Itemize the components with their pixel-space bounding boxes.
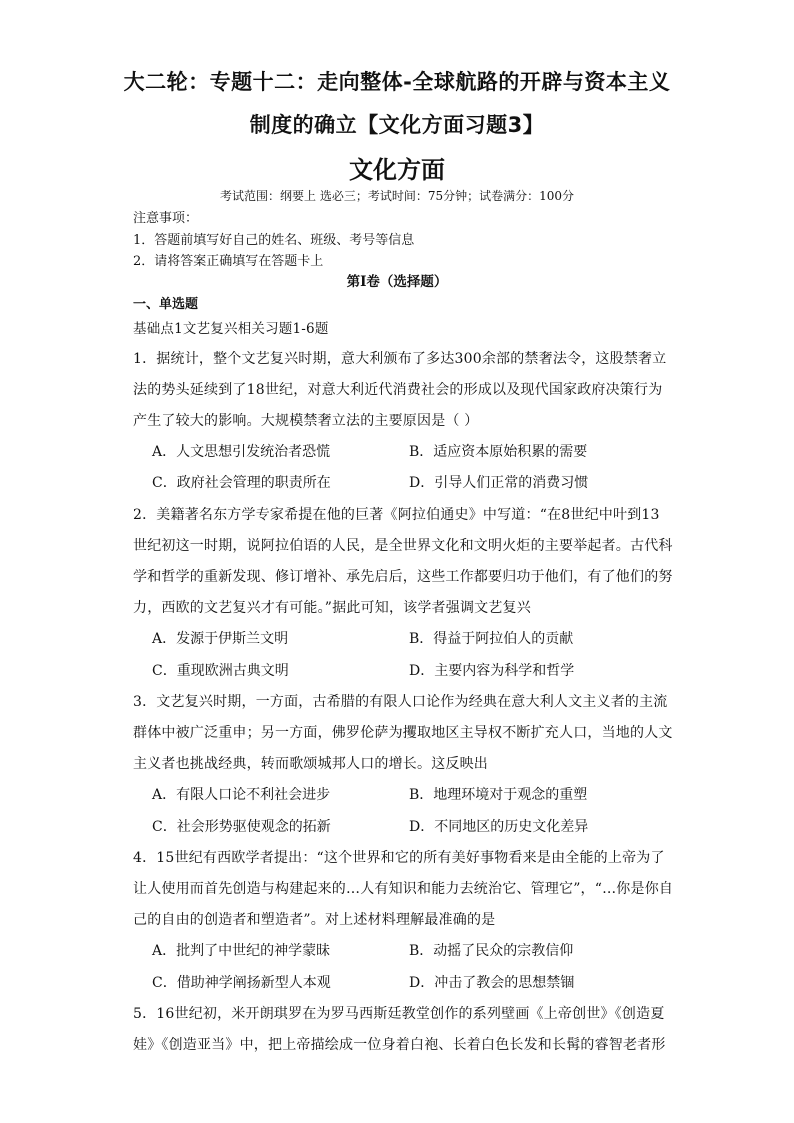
question-2-line: 力，西欧的文艺复兴才有可能。”据此可知，该学者强调文艺复兴 (133, 600, 531, 616)
question-2-option-b: B．得益于阿拉伯人的贡献 (409, 631, 574, 647)
question-1-option-d: D．引导人们正常的消费习惯 (409, 475, 589, 491)
question-2-line: 学和哲学的重新发现、修订增补、承先启后，这些工作都要归功于他们，有了他们的努 (133, 569, 673, 585)
question-2-line: 世纪初这一时期，说阿拉伯语的人民，是全世界文化和文明火炬的主要举起者。古代科 (133, 538, 673, 554)
question-4-line: 己的自由的创造者和塑造者”。对上述材料理解最准确的是 (133, 912, 496, 928)
document-title-line-2: 制度的确立【文化方面习题3】 (249, 113, 545, 137)
question-1-option-a: A．人文思想引发统治者恐慌 (152, 444, 331, 460)
notice-label: 注意事项： (133, 211, 199, 226)
question-3-option-b: B．地理环境对于观念的重塑 (409, 787, 588, 803)
exam-info: 考试范围：纲要上 选必三；考试时间：75分钟；试卷满分：100分 (220, 189, 574, 203)
document-title-line-1: 大二轮：专题十二：走向整体-全球航路的开辟与资本主义 (123, 70, 671, 94)
question-1-line: 1．据统计，整个文艺复兴时期，意大利颁布了多达300余部的禁奢法令，这股禁奢立 (133, 351, 667, 367)
question-2-option-a: A．发源于伊斯兰文明 (152, 631, 289, 647)
question-2-option-c: C．重现欧洲古典文明 (152, 663, 289, 679)
question-4-option-c: C．借助神学阐扬新型人本观 (152, 975, 331, 991)
question-1-line: 法的势头延续到了18世纪，对意大利近代消费社会的形成以及现代国家政府决策行为 (133, 382, 663, 398)
notice-item: 1．答题前填写好自己的姓名、班级、考号等信息 (133, 233, 415, 248)
part-heading: 一、单选题 (133, 297, 199, 312)
question-3-line: 3．文艺复兴时期，一方面，古希腊的有限人口论作为经典在意大利人文主义者的主流 (133, 694, 668, 710)
notice-item: 2．请将答案正确填写在答题卡上 (133, 254, 324, 269)
question-3-option-d: D．不同地区的历史文化差异 (409, 819, 589, 835)
question-5-line: 娃》《创造亚当》中，把上帝描绘成一位身着白袍、长着白色长发和长髯的睿智老者形 (133, 1037, 666, 1053)
question-4-line: 让人使用而首先创造与构建起来的…人有知识和能力去统治它、管理它”，“…你是你自 (133, 881, 674, 897)
question-1-line: 产生了较大的影响。大规模禁奢立法的主要原因是（ ） (133, 413, 479, 429)
question-2-line: 2．美籍著名东方学专家希提在他的巨著《阿拉伯通史》中写道：“在8世纪中叶到13 (133, 507, 660, 523)
question-3-option-a: A．有限人口论不利社会进步 (152, 787, 331, 803)
question-4-option-d: D．冲击了教会的思想禁锢 (409, 975, 575, 991)
question-5-line: 5．16世纪初，米开朗琪罗在为罗马西斯廷教堂创作的系列壁画《上帝创世》《创造夏 (133, 1006, 665, 1022)
question-3-line: 主义者也挑战经典，转而歌颂城邦人口的增长。这反映出 (133, 756, 488, 772)
question-3-option-c: C．社会形势驱使观念的拓新 (152, 819, 331, 835)
question-1-option-b: B．适应资本原始积累的需要 (409, 444, 588, 460)
question-4-line: 4．15世纪有西欧学者提出：“这个世界和它的所有美好事物看来是由全能的上帝为了 (133, 850, 665, 866)
question-1-option-c: C．政府社会管理的职责所在 (152, 475, 331, 491)
section-intro: 基础点1文艺复兴相关习题1-6题 (133, 321, 329, 337)
question-3-line: 群体中被广泛重申；另一方面，佛罗伦萨为攫取地区主导权不断扩充人口，当地的人文 (133, 725, 673, 741)
document-subtitle: 文化方面 (349, 156, 445, 184)
section-title: 第I卷（选择题） (346, 274, 448, 290)
question-2-option-d: D．主要内容为科学和哲学 (409, 663, 575, 679)
question-4-option-b: B．动摇了民众的宗教信仰 (409, 943, 574, 959)
question-4-option-a: A．批判了中世纪的神学蒙昧 (152, 943, 331, 959)
